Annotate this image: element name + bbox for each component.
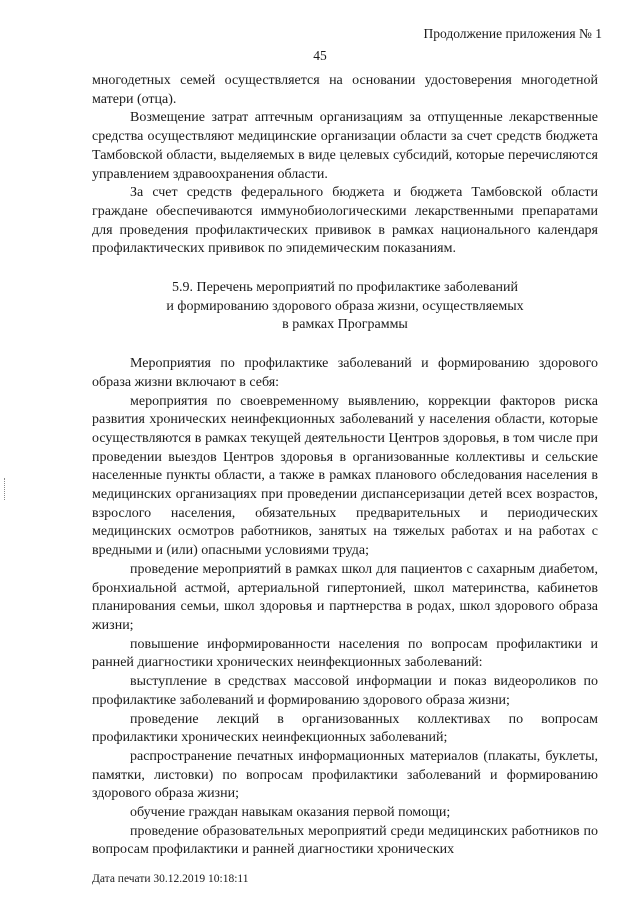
paragraph: многодетных семей осуществляется на основании удостоверения многодетной матери (отца). [92, 73, 598, 107]
paragraph: распространение печатных информационных материалов (плакаты, буклеты, памятки, листовки) по вопросам профилактики заболеваний и формированию здорового образа жизни; [92, 748, 598, 802]
margin-mark [4, 478, 6, 500]
continuation-header: Продолжение приложения № 1 [423, 26, 602, 41]
paragraph: проведение образовательных мероприятий среди медицинских работников по вопросам профилактики и ранней диагностики хронических [92, 823, 598, 858]
paragraph: Возмещение затрат аптечным организациям за отпущенные лекарственные средства осуществляют медицинские организации области за счет средств бюджета Тамбовской области, выделяемых в виде целевых субсидий, которые перечисляются управлением здравоохранения области. [92, 110, 598, 182]
paragraph: повышение информированности населения по вопросам профилактики и ранней диагностики хронических неинфекционных заболеваний: [92, 636, 598, 671]
paragraph: выступление в средствах массовой информации и показ видеороликов по профилактике заболеваний и формированию здорового образа жизни; [92, 674, 598, 708]
document-body [92, 72, 598, 860]
paragraph: обучение граждан навыкам оказания первой помощи; [130, 805, 451, 821]
section-title-line: и формированию здорового образа жизни, осуществляемых [166, 298, 524, 314]
page-number: 45 [313, 48, 327, 63]
section-title-line: 5.9. Перечень мероприятий по профилактике заболеваний [171, 280, 519, 296]
paragraph: Мероприятия по профилактике заболеваний и формированию здорового образа жизни включают в себя: [92, 356, 598, 390]
section-title [92, 279, 598, 335]
paragraph: За счет средств федерального бюджета и бюджета Тамбовской области граждане обеспечиваются иммунобиологическими лекарственными препаратами для проведения профилактических прививок в рамках национального календаря профилактических прививок по эпидемическим показаниям. [92, 185, 598, 257]
paragraph: мероприятия по своевременному выявлению, коррекции факторов риска развития хронических неинфекционных заболеваний у населения области, которые осуществляются в рамках текущей деятельности Центров здоровья, в том числе при проведении выездов Центров здоровья в организованные коллективы и сельские населенные пункты области, а также в рамках планового обследования населения в медицинских организациях при проведении диспансеризации детей всех возрастов, взрослого населения, обязательных предварительных и периодических медицинских осмотров работников, занятых на тяжелых работах и на работах с вредными и (или) опасными условиями труда; [92, 393, 598, 559]
paragraph: проведение лекций в организованных коллективах по вопросам профилактики хронических неинфекционных заболеваний; [92, 711, 598, 746]
paragraph: проведение мероприятий в рамках школ для пациентов с сахарным диабетом, бронхиальной астмой, артериальной гипертонией, школ материнства, кабинетов планирования семьи, школ здоровья и партнерства в родах, школ здорового образа жизни; [92, 561, 598, 633]
section-title-line: в рамках Программы [282, 317, 408, 333]
print-date-footer: Дата печати 30.12.2019 10:18:11 [92, 873, 249, 885]
